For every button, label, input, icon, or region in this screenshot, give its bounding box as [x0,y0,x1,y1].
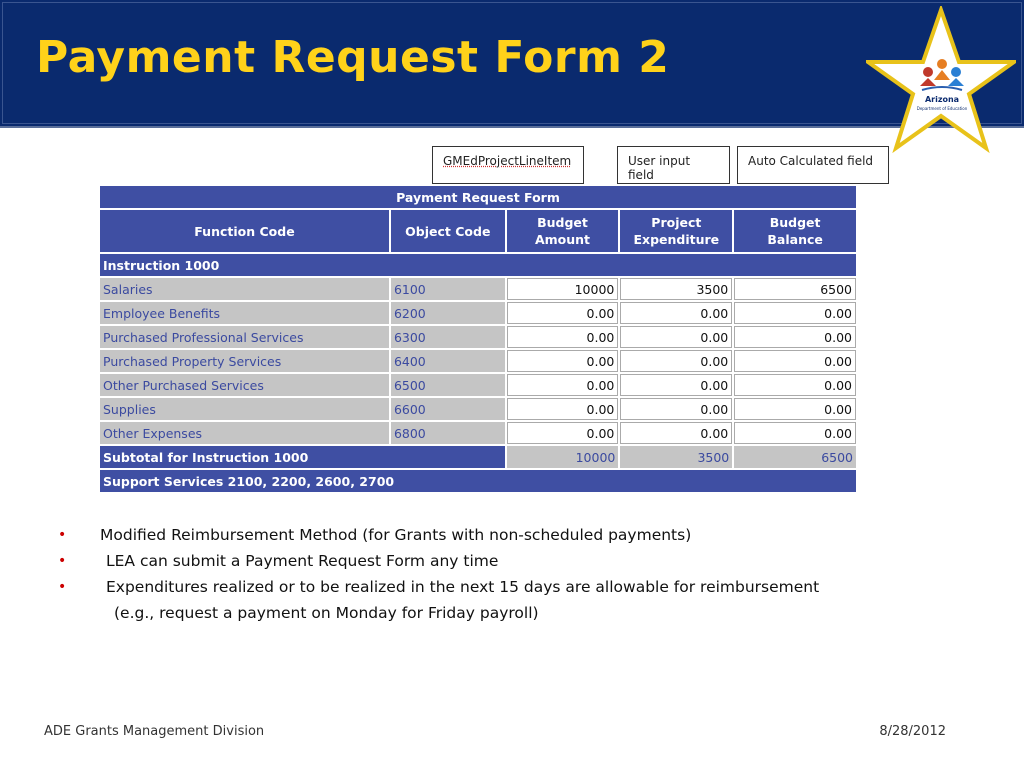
col-project-expenditure-line1: Project [651,215,702,230]
project-expenditure-input[interactable]: 0.00 [620,374,732,396]
budget-amount-input[interactable]: 0.00 [507,374,619,396]
budget-balance-cell: 0.00 [734,422,856,444]
budget-amount-input[interactable]: 0.00 [507,350,619,372]
object-code-cell: 6300 [391,326,505,348]
table-row [100,422,856,444]
table-row [100,302,856,324]
project-expenditure-input[interactable]: 0.00 [620,398,732,420]
payment-request-table [100,186,858,494]
subtotal-expenditure: 3500 [620,446,732,468]
object-code-cell: 6400 [391,350,505,372]
payment-request-form [100,186,860,512]
bullet-item [58,522,958,548]
bullet-text: LEA can submit a Payment Request Form any time [106,552,499,570]
col-budget-amount-line2: Amount [534,232,591,247]
legend-line-item-label: GMEdProjectLineItem [443,154,572,168]
legend-user-input-label: User input field [628,154,691,182]
project-expenditure-input[interactable]: 3500 [620,278,732,300]
section-instruction: Instruction 1000 [100,254,856,276]
budget-balance-cell: 6500 [734,278,856,300]
function-code-cell: Other Expenses [100,422,389,444]
function-code-cell: Other Purchased Services [100,374,389,396]
bullet-text: Expenditures realized or to be realized in the next 15 days are allowable for reimbursement [106,578,820,596]
budget-amount-input[interactable]: 10000 [507,278,619,300]
table-row [100,398,856,420]
subtotal-label: Subtotal for Instruction 1000 [100,446,505,468]
object-code-cell: 6100 [391,278,505,300]
col-budget-amount [507,210,619,252]
project-expenditure-input[interactable]: 0.00 [620,302,732,324]
footer-date: 8/28/2012 [879,724,946,739]
function-code-cell: Salaries [100,278,389,300]
col-project-expenditure-line2: Expenditure [633,232,720,247]
budget-balance-cell: 0.00 [734,350,856,372]
arizona-star-logo-icon [866,6,1016,156]
form-rows [100,278,856,444]
legend-auto-calculated [737,146,889,184]
function-code-cell: Purchased Property Services [100,350,389,372]
slide-title: Payment Request Form 2 [36,32,670,83]
subtotal-balance: 6500 [734,446,856,468]
col-budget-balance-line1: Budget [769,215,821,230]
project-expenditure-input[interactable]: 0.00 [620,326,732,348]
budget-balance-cell: 0.00 [734,398,856,420]
subtotal-budget: 10000 [507,446,619,468]
col-budget-balance [734,210,856,252]
legend-auto-calculated-label: Auto Calculated field [748,154,874,168]
bullet-list [58,522,958,626]
budget-balance-cell: 0.00 [734,326,856,348]
function-code-cell: Supplies [100,398,389,420]
col-budget-balance-line2: Balance [767,232,823,247]
bullet-icon: • [58,527,67,543]
table-row [100,326,856,348]
function-code-cell: Employee Benefits [100,302,389,324]
table-row [100,350,856,372]
legend-line-item [432,146,584,184]
bullet-item [58,548,958,574]
object-code-cell: 6200 [391,302,505,324]
bullet-icon: • [58,579,67,595]
logo-subtext: Department of Education [916,106,968,111]
bullet-icon: • [58,553,67,569]
form-title: Payment Request Form [100,186,856,208]
col-budget-amount-line1: Budget [537,215,588,230]
budget-amount-input[interactable]: 0.00 [507,326,619,348]
function-code-cell: Purchased Professional Services [100,326,389,348]
project-expenditure-input[interactable]: 0.00 [620,422,732,444]
object-code-cell: 6800 [391,422,505,444]
budget-balance-cell: 0.00 [734,374,856,396]
budget-amount-input[interactable]: 0.00 [507,422,619,444]
section-support-services: Support Services 2100, 2200, 2600, 2700 [100,470,856,492]
bullet-continuation: (e.g., request a payment on Monday for Friday payroll) [114,604,539,622]
logo-text: Arizona [924,95,960,104]
bullet-item [58,574,958,626]
table-row [100,278,856,300]
budget-amount-input[interactable]: 0.00 [507,398,619,420]
col-project-expenditure [620,210,732,252]
object-code-cell: 6500 [391,374,505,396]
table-row [100,374,856,396]
project-expenditure-input[interactable]: 0.00 [620,350,732,372]
legend-user-input [617,146,730,184]
col-function-code: Function Code [100,210,389,252]
object-code-cell: 6600 [391,398,505,420]
bullet-text: Modified Reimbursement Method (for Grants with non-scheduled payments) [100,526,692,544]
budget-amount-input[interactable]: 0.00 [507,302,619,324]
footer-division: ADE Grants Management Division [44,724,265,739]
budget-balance-cell: 0.00 [734,302,856,324]
col-object-code: Object Code [391,210,505,252]
